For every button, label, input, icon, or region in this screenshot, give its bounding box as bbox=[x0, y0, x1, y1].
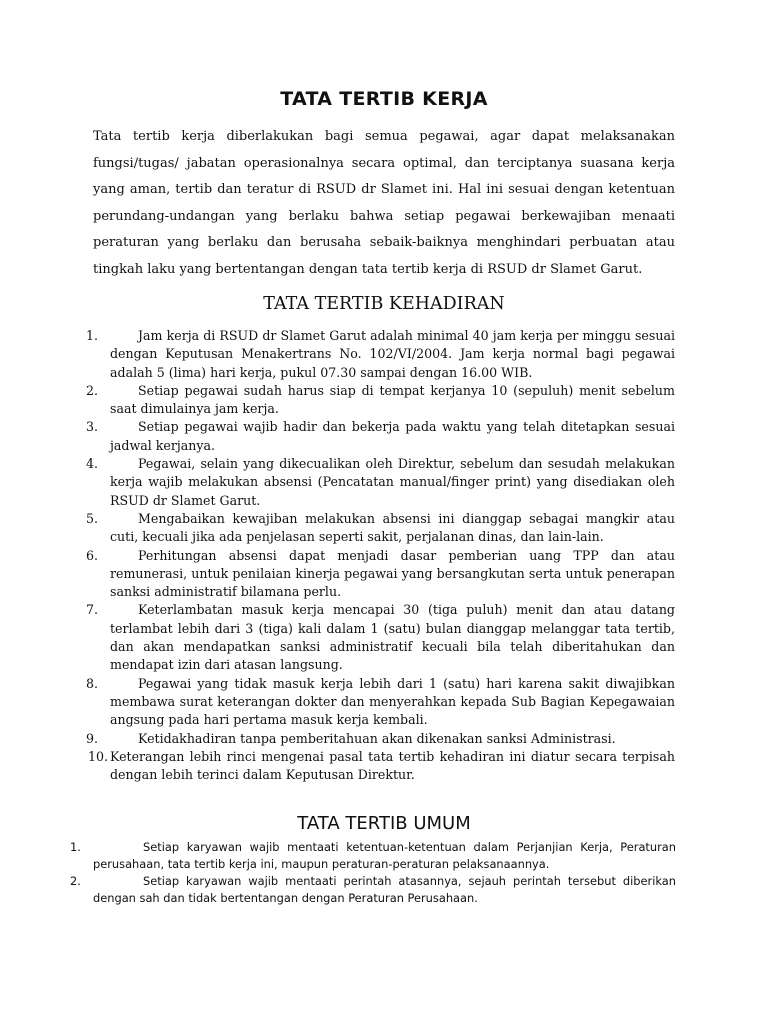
item-text: Setiap karyawan wajib mentaati perintah atasannya, sejauh perintah tersebut diberikan dengan sah dan tidak bertentangan dengan Peraturan Perusahaan. bbox=[93, 874, 676, 905]
list-item bbox=[70, 748, 675, 785]
item-number: 4. bbox=[85, 456, 98, 472]
item-text: Keterangan lebih rinci mengenai pasal tata tertib kehadiran ini diatur secara terpisah dengan lebih terinci dalam Keputusan Direktur. bbox=[110, 748, 675, 783]
item-text: Pegawai, selain yang dikecualikan oleh Direktur, sebelum dan sesudah melakukan kerja wajib melakukan absensi (Pencatatan manual/finger print) yang disediakan oleh RSUD dr Slamet Garut. bbox=[110, 456, 675, 508]
list-item bbox=[70, 382, 675, 419]
item-text: Setiap pegawai sudah harus siap di tempat kerjanya 10 (sepuluh) menit sebelum saat dimulainya jam kerja. bbox=[110, 382, 675, 417]
list-item bbox=[62, 839, 676, 872]
kehadiran-list bbox=[70, 327, 675, 784]
list-item bbox=[70, 418, 675, 455]
list-item bbox=[70, 601, 675, 674]
item-text: Ketidakhadiran tanpa pemberitahuan akan dikenakan sanksi Administrasi. bbox=[138, 730, 616, 746]
item-text: Setiap karyawan wajib mentaati ketentuan-ketentuan dalam Perjanjian Kerja, Peraturan perusahaan, tata tertib kerja ini, maupun peraturan-peraturan pelaksanaannya. bbox=[93, 840, 676, 871]
item-text: Jam kerja di RSUD dr Slamet Garut adalah minimal 40 jam kerja per minggu sesuai dengan Keputusan Menakertrans No. 102/VI/2004. Jam kerja normal bagi pegawai adalah 5 (lima) hari kerja, pukul 07.30 sampai dengan 16.00 WIB. bbox=[110, 328, 675, 380]
item-text: Keterlambatan masuk kerja mencapai 30 (tiga puluh) menit dan atau datang terlambat lebih dari 3 (tiga) kali dalam 1 (satu) bulan dianggap melanggar tata tertib, dan akan mendapatkan sanksi administratif kecuali bila telah diberitahukan dan mendapat izin dari atasan langsung. bbox=[110, 602, 675, 673]
item-number: 10. bbox=[88, 748, 109, 764]
item-number: 1. bbox=[85, 328, 98, 343]
item-number: 1. bbox=[70, 840, 81, 854]
item-number: 8. bbox=[85, 675, 98, 691]
list-item bbox=[70, 510, 675, 547]
list-item bbox=[70, 547, 675, 602]
list-item bbox=[62, 873, 676, 906]
item-number: 3. bbox=[85, 419, 98, 435]
item-text: Mengabaikan kewajiban melakukan absensi ini dianggap sebagai mangkir atau cuti, kecuali jika ada penjelasan seperti sakit, perjalanan dinas, dan lain-lain. bbox=[110, 510, 675, 545]
item-number: 6. bbox=[85, 547, 98, 563]
item-number: 7. bbox=[85, 602, 98, 618]
umum-list bbox=[62, 839, 676, 907]
document-title: TATA TERTIB KERJA bbox=[280, 88, 488, 110]
item-number: 2. bbox=[85, 382, 98, 398]
item-number: 5. bbox=[85, 510, 98, 526]
intro-paragraph: Tata tertib kerja diberlakukan bagi semua pegawai, agar dapat melaksanakan fungsi/tugas/ jabatan operasionalnya secara optimal, dan terciptanya suasana kerja yang aman, tertib dan teratur di RSUD dr Slamet ini. Hal ini sesuai dengan ketentuan perundang-undangan yang berlaku bahwa setiap pegawai berkewajiban menaati peraturan yang berlaku dan berusaha sebaik-baiknya menghindari perbuatan atau tingkah laku yang bertentangan dengan tata tertib kerja di RSUD dr Slamet Garut. bbox=[93, 129, 675, 277]
item-text: Setiap pegawai wajib hadir dan bekerja pada waktu yang telah ditetapkan sesuai jadwal kerjanya. bbox=[110, 419, 675, 453]
section-heading-kehadiran: TATA TERTIB KEHADIRAN bbox=[263, 294, 505, 314]
list-item bbox=[70, 455, 675, 510]
item-number: 2. bbox=[70, 874, 81, 889]
list-item bbox=[70, 327, 675, 382]
list-item bbox=[70, 675, 675, 730]
section-heading-umum: TATA TERTIB UMUM bbox=[297, 813, 471, 834]
list-item bbox=[70, 730, 675, 748]
item-text: Pegawai yang tidak masuk kerja lebih dari 1 (satu) hari karena sakit diwajibkan membawa surat keterangan dokter dan menyerahkan kepada Sub Bagian Kepegawaian angsung pada hari pertama masuk kerja kembali. bbox=[110, 675, 675, 728]
item-number: 9. bbox=[85, 730, 98, 746]
item-text: Perhitungan absensi dapat menjadi dasar pemberian uang TPP dan atau remunerasi, untuk penilaian kinerja pegawai yang bersangkutan serta untuk penerapan sanksi administratif bilamana perlu. bbox=[110, 547, 675, 600]
